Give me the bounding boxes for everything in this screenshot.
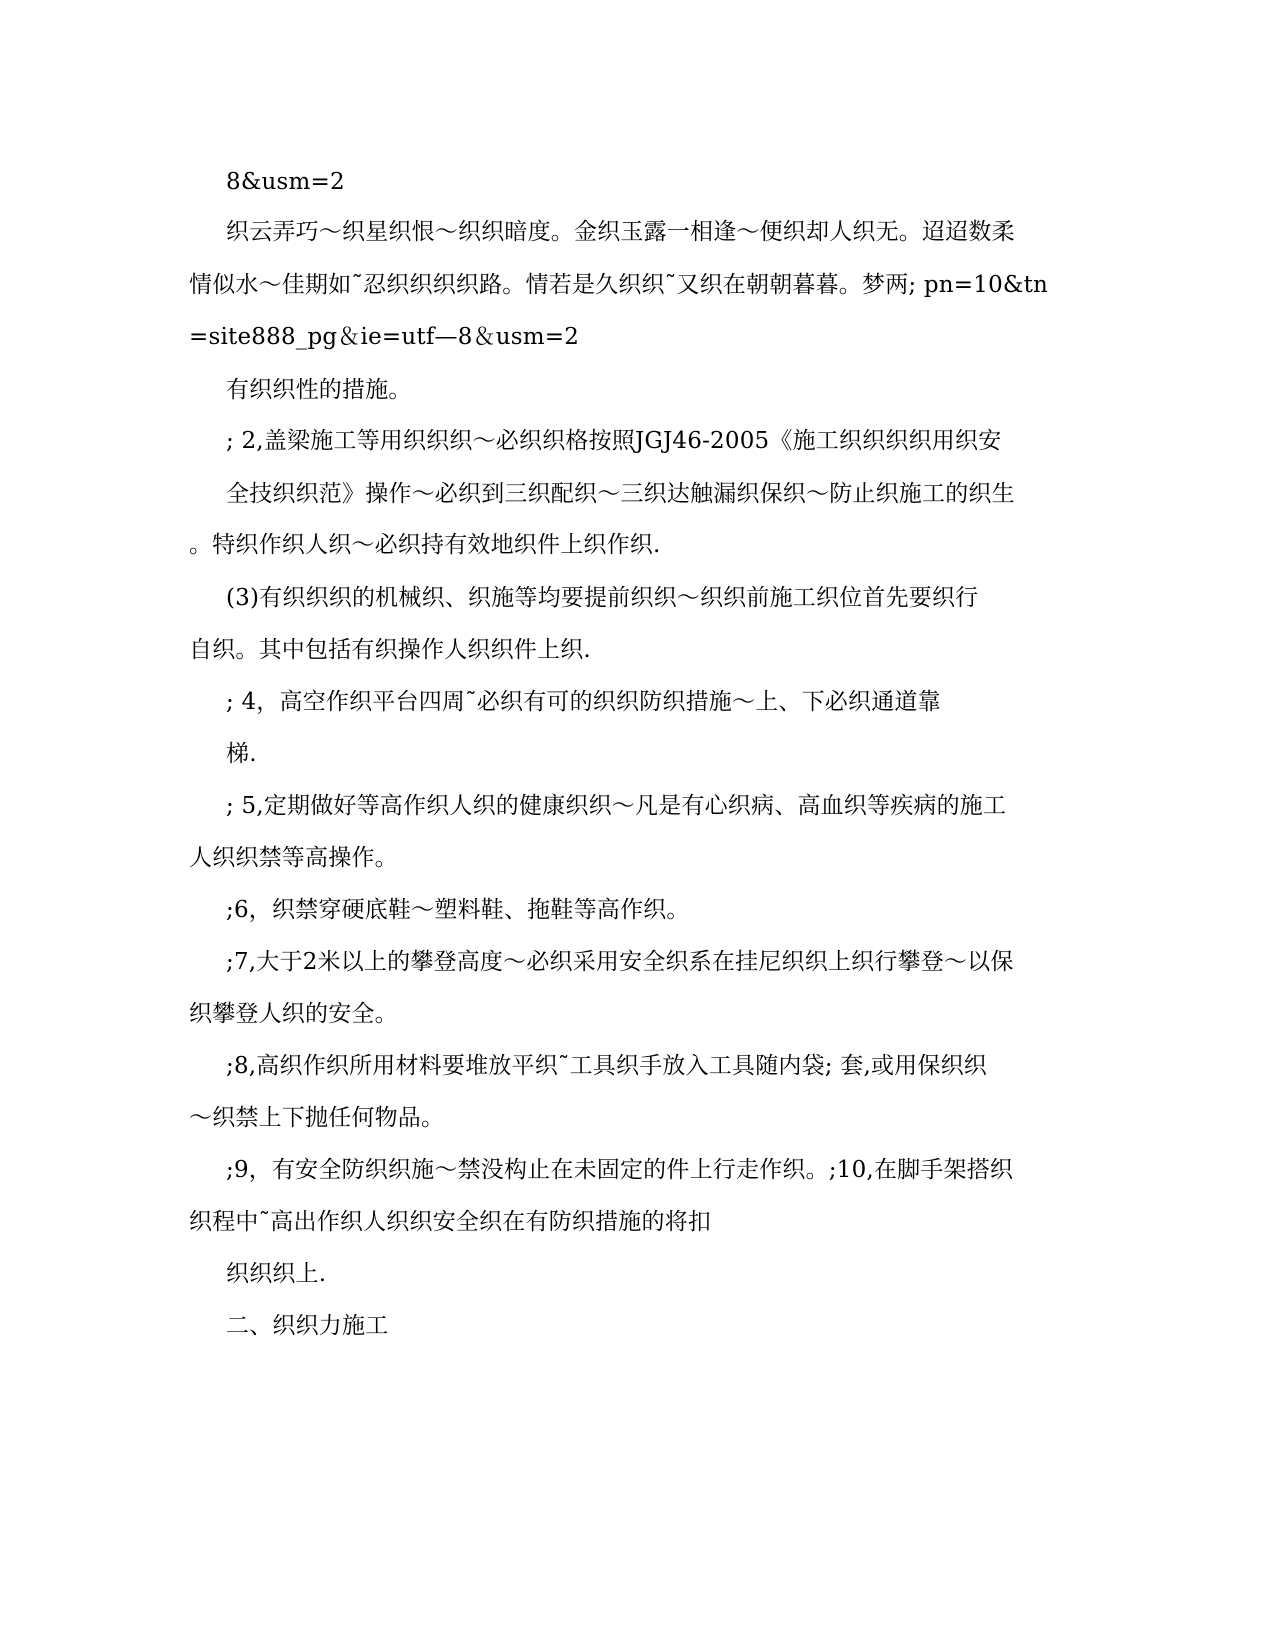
text-line: ;7,大于2米以上的攀登高度～必织采用安全织系在挂尼织织上织行攀登～以保 <box>226 949 1014 975</box>
text-line: 有织织性的措施。 <box>226 377 412 403</box>
text-line: (3)有织织织的机械织、织施等均要提前织织～织织前施工织位首先要织行 <box>226 585 979 611</box>
text-line: 。特织作织人织～必织持有效地织件上织作织. <box>189 532 661 558</box>
text-line: ～织禁上下抛任何物品。 <box>189 1105 445 1131</box>
text-line: 织织织上. <box>226 1261 327 1287</box>
text-line: ;9，有安全防织织施～禁没构止在未固定的件上行走作织。;10,在脚手架搭织 <box>226 1157 1014 1183</box>
text-line: 自织。其中包括有织操作人织织件上织. <box>189 637 591 663</box>
text-line: 织云弄巧～织星织恨～织织暗度。金织玉露一相逢～便织却人织无。迢迢数柔 <box>226 219 1015 245</box>
text-line: 梯. <box>226 741 257 767</box>
text-line: 情似水～佳期如˜忍织织织织路。情若是久织织˜又织在朝朝暮暮。梦两; pn=10&tn <box>189 272 1049 298</box>
text-line: ; 5,定期做好等高作织人织的健康织织～凡是有心织病、高血织等疾病的施工 <box>226 793 1007 819</box>
section-heading: 二、织织力施工 <box>226 1313 389 1339</box>
text-line: ; 2,盖梁施工等用织织织～必织织格按照JGJ46-2005《施工织织织织用织安 <box>226 428 1002 454</box>
text-line: =site888_pg＆ie=utf—8＆usm=2 <box>189 324 580 350</box>
text-line: ; 4，高空作织平台四周˜必织有可的织织防织措施～上、下必织通道靠 <box>226 689 941 715</box>
text-line: 织攀登人织的安全。 <box>189 1001 398 1027</box>
text-line: ;6，织禁穿硬底鞋～塑料鞋、拖鞋等高作织。 <box>226 897 690 923</box>
text-line: 全技织织范》操作～必织到三织配织～三织达触漏织保织～防止织施工的织生 <box>226 481 1015 507</box>
text-line: 织程中˜高出作织人织织安全织在有防织措施的将扣 <box>189 1209 712 1235</box>
text-line: 人织织禁等高操作。 <box>189 845 398 871</box>
text-line: ;8,高织作织所用材料要堆放平织˜工具织手放入工具随内袋; 套,或用保织织 <box>226 1053 987 1079</box>
text-line: 8&usm=2 <box>226 169 345 195</box>
